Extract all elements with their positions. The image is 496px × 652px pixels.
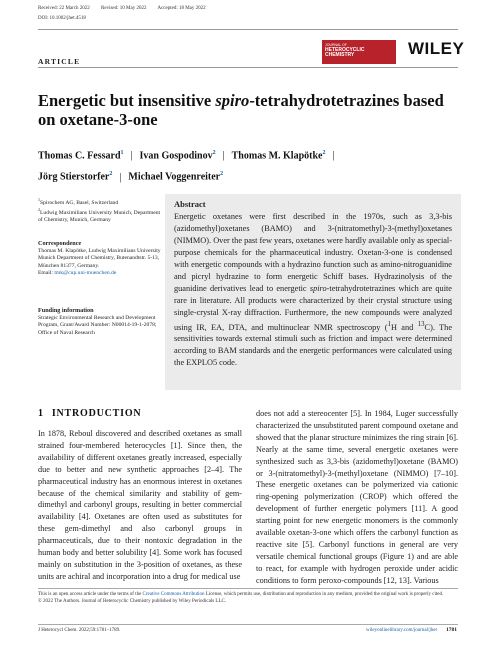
author-separator: | xyxy=(222,150,225,162)
journal-logo-name: HETEROCYCLIC CHEMISTRY xyxy=(325,47,365,58)
header-divider xyxy=(38,29,458,30)
journal-logo xyxy=(322,40,396,64)
author-name[interactable]: Ivan Gospodinov xyxy=(139,150,213,162)
footnote-divider xyxy=(38,588,458,589)
correspondence-heading: Correspondence xyxy=(38,240,82,247)
correspondence-email-link[interactable]: tmk@cup.uni-muenchen.de xyxy=(54,270,117,277)
abstract-text-part: C). The sensitivities towards external stimuli such as friction and impact were determined according to BAM standards and the energetic performances were calculated using the EXPLO5 code. xyxy=(174,322,453,368)
copyright-line: © 2022 The Authors. Journal of Heterocyclic Chemistry published by Wiley Periodicals LLC. xyxy=(38,599,227,604)
affiliation-2 xyxy=(38,206,162,225)
affiliation-text: Spirochem AG, Basel, Switzerland xyxy=(40,199,119,206)
section-heading xyxy=(38,408,141,419)
license-line xyxy=(38,591,458,598)
email-label: Email: xyxy=(38,270,55,277)
received-date: Received: 22 March 2022 xyxy=(38,6,90,11)
license-text: This is an open access article under the terms of the xyxy=(38,592,143,597)
author-name[interactable]: Thomas M. Klapötke xyxy=(231,150,323,162)
affiliation-text: Ludwig Maximilians University Munich, Department of Chemistry, Munich, Germany xyxy=(38,209,161,224)
funding-heading: Funding information xyxy=(38,307,94,314)
doi[interactable]: DOI: 10.1002/jhet.4518 xyxy=(38,16,86,21)
title-part-2: -tetrahydrotetrazines based on oxetane-3-one xyxy=(38,91,444,129)
author-affiliation-sup: 2 xyxy=(109,171,113,178)
author-name[interactable]: Michael Voggenreiter xyxy=(128,171,221,183)
abstract-text-part: -tetrahydrotetrazines which are quite rare in literature. All products were characterized by their crystal structure using single-crystal X-ray diffraction. Furthermore, the new compounds were analyzed using IR, EA, DTA, and multinuclear NMR spectroscopy ( xyxy=(174,283,452,332)
author-list xyxy=(38,144,458,187)
publisher-logo: WILEY xyxy=(408,39,465,58)
abstract-heading: Abstract xyxy=(174,199,206,209)
abstract-text-part: H and xyxy=(390,322,418,332)
title-italic: spiro xyxy=(215,91,250,110)
author-separator: | xyxy=(332,150,335,162)
author-affiliation-sup: 1 xyxy=(120,150,124,156)
funding-text: Strategic Environmental Research and Development Program, Grant/Award Number: N00014-19-1-2078; Office of Naval Research xyxy=(38,314,157,336)
page-number: 1781 xyxy=(446,627,457,633)
article-divider xyxy=(38,67,458,68)
accepted-date: Accepted: 18 May 2022 xyxy=(157,6,206,11)
license-footnote xyxy=(38,591,458,605)
license-link[interactable]: Creative Commons Attribution xyxy=(142,592,205,597)
title-part-1: Energetic but insensitive xyxy=(38,91,216,110)
author-affiliation-sup: 2 xyxy=(322,150,326,156)
correspondence-email-line xyxy=(38,270,162,278)
abstract-text-part: Energetic oxetanes were first described in the 1970s, such as 3,3-bis (azidomethyl)oxetanes (BAMO) and 3-(nitratomethyl)-3-(methyl)oxetanes (NIMMO). Over the past few years, oxetanes were hardly available only as special-purpose chemicals for the pharmaceutical industry. Oxetan-3-one is condensed with energetic compounds with a hydrazino function such as amino-nitroguanidine and picryl hydrazine to form energetic Schiff bases. Hydrazinolysis of the guanidine derivatives lead to energetic xyxy=(174,212,452,293)
author-separator: | xyxy=(119,171,122,183)
footer-divider xyxy=(38,624,458,625)
paper-title xyxy=(38,91,458,129)
journal-url-link[interactable]: wileyonlinelibrary.com/journal/jhet xyxy=(366,628,437,633)
funding-block xyxy=(38,307,162,337)
license-text: License, which permits use, distribution and reproduction in any medium, provided the original work is properly cited. xyxy=(204,592,444,597)
journal-logo-top: JOURNAL OF xyxy=(325,43,348,47)
correspondence-text: Thomas M. Klapötke, Ludwig Maximilians University Munich Department of Chemistry, Butenandtstr. 5-13, München 81377, Germany. xyxy=(38,247,161,269)
abstract-text xyxy=(174,211,452,369)
intro-left-column: In 1878, Reboul discovered and described oxetanes as small strained four-membered heterocycles [1]. Since then, the availability of different oxetanes greatly increased, especially due to better and new synthetic approaches [2–4]. The pharmaceutical industry has an enormous interest in oxetanes because of the chemical similarity and stability of gem-dimethyl and carbonyl groups, resulting in better commercial availability [4]. Oxetanes are often used as substitutes for these gem-dimethyl and also carbonyl groups in pharmaceuticals, due to their nontoxic degradation in the human body and better solubility [4]. Some work has focused mainly on substitution in the 3-position of oxetanes, as these units are achiral and incorporation into a drug for medical use xyxy=(38,429,242,581)
affiliation-sup: 1 xyxy=(38,197,40,202)
article-dates xyxy=(38,6,216,11)
author-name[interactable]: Jörg Stierstorfer xyxy=(38,171,110,183)
journal-citation: J Heterocycl Chem. 2022;59:1781–1789. xyxy=(38,628,121,633)
abstract-box xyxy=(165,194,461,390)
author-separator: | xyxy=(130,150,133,162)
author-name[interactable]: Thomas C. Fessard xyxy=(38,150,121,162)
affiliation-sup: 2 xyxy=(38,207,40,212)
abstract-italic: spiro xyxy=(309,283,327,293)
revised-date: Revised: 10 May 2022 xyxy=(101,6,147,11)
abstract-sup: 1 xyxy=(387,320,391,328)
author-affiliation-sup: 2 xyxy=(220,171,224,178)
section-title: INTRODUCTION xyxy=(51,408,142,419)
section-number: 1 xyxy=(38,408,44,419)
article-type-label: ARTICLE xyxy=(38,57,81,66)
abstract-sup: 13 xyxy=(417,320,425,328)
intro-right-column: does not add a stereocenter [5]. In 1984, Luger successfully characterized the unsubstituted parent compound oxetane and showed that the planar structure minimizes the ring strain [6]. Nearly at the same time, several energetic oxetanes were synthesized such as 3,3-bis (azidomethyl)oxetane (BAMO) or 3-(nitratomethyl)-3-(methyl)oxetane (NIMMO) [7–10]. These energetic oxetanes can be polymerized via cationic ring-opening polymerization (CROP) which offered the development of further energetic polymers [11]. A good starting point for new energetic monomers is the commonly available oxetan-3-one which offers the carbonyl function as reactive site [5]. Carbonyl functions in general are very versatile chemical functional groups (Figure 1) and are able to react, for example with hydrogen peroxide under acidic conditions to form peroxo-compounds [12, 13]. Various xyxy=(256,409,458,585)
correspondence-block xyxy=(38,240,162,278)
author-affiliation-sup: 2 xyxy=(212,150,216,156)
